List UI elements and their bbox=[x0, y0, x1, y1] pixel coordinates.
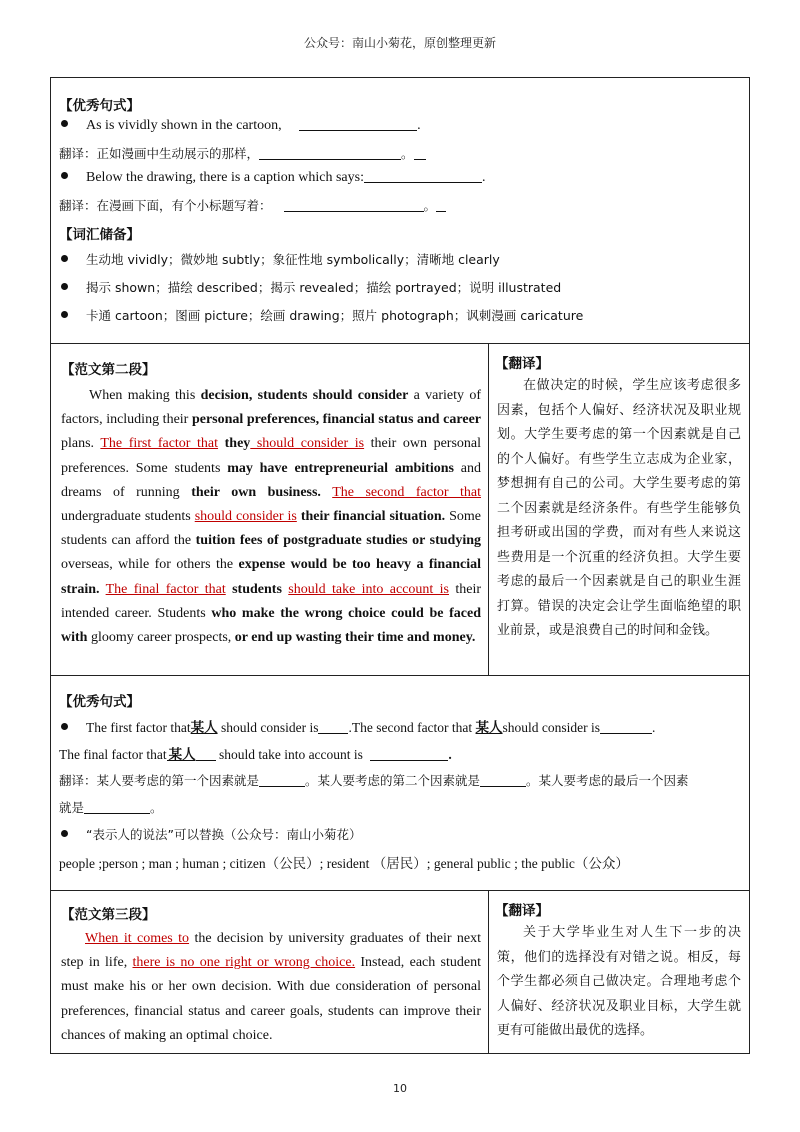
sentence-1: As is vividly shown in the cartoon, . bbox=[61, 118, 421, 134]
translation-title: 【翻译】 bbox=[495, 903, 549, 919]
highlight-phrase: The second factor that bbox=[332, 484, 482, 500]
fill-blank bbox=[318, 721, 348, 734]
fill-blank bbox=[364, 170, 482, 183]
highlight-phrase: The first factor that bbox=[100, 436, 219, 452]
pattern-line-1: The first factor that某人 should consider is .The second factor that 某人should consider is . bbox=[61, 716, 655, 736]
bullet-icon bbox=[61, 120, 68, 127]
bullet-icon bbox=[61, 311, 68, 318]
pattern-line-2: The final factor that 某人 should take into account is . bbox=[59, 747, 452, 762]
section-model-paragraph-2 bbox=[51, 344, 749, 676]
pattern-translation-line-1: 翻译：某人要考虑的第一个因素就是 。某人要考虑的第二个因素就是 。某人要考虑的最后一个因素 bbox=[59, 773, 689, 788]
english-paragraph-cell bbox=[51, 891, 489, 1053]
english-paragraph-cell bbox=[51, 344, 489, 675]
vocab-row-2: 揭示 shown；描绘 described；揭示 revealed；描绘 portrayed；说明 illustrated bbox=[61, 278, 561, 296]
translation-paragraph: 关于大学毕业生对人生下一步的决策，他们的选择没有对错之说。相反，每个学生都必须自己做决定。合理地考虑个人偏好、经济状况及职业目标，大学生就更有可能做出最优的选择。 bbox=[497, 925, 741, 1038]
highlight-phrase: should consider is bbox=[194, 509, 297, 525]
sentence-1-translation: 翻译：正如漫画中生动展示的那样， 。 bbox=[59, 144, 426, 162]
bullet-icon bbox=[61, 723, 68, 730]
translation-paragraph: 在做决定的时候，学生应该考虑很多因素，包括个人偏好、经济状况及职业规划。大学生要考虑的第一个因素就是自己的个人偏好。有些学生立志成为企业家，梦想拥有自己的公司。大学生要考虑的第二个因素就是经济条件。有些学生能够负担考研或出国的学费，而对有些人来说这些费用是一个沉重的经济负担。大学生要考虑的最后一个因素就是自己的职业生涯打算。错误的决定会让学生面临绝望的职业前景，或是浪费自己的时间和金钱。 bbox=[497, 378, 741, 638]
fill-blank bbox=[259, 147, 401, 160]
bullet-icon bbox=[61, 830, 68, 837]
section-title: 【范文第二段】 bbox=[61, 362, 156, 378]
section-model-paragraph-3 bbox=[51, 891, 749, 1053]
section-title: 【优秀句式】 bbox=[59, 98, 140, 114]
highlight-phrase: should consider is bbox=[250, 436, 365, 452]
content-table bbox=[50, 77, 750, 1054]
bullet-icon bbox=[61, 283, 68, 290]
fill-blank bbox=[600, 721, 652, 734]
section-title: 【优秀句式】 bbox=[59, 694, 140, 710]
english-paragraph: When making this decision, students should consider a variety of factors, including their personal preferences, financial status and career plans. The first factor that they should consider is their own personal preferences. Some students may have entrepreneurial ambitions and dreams of running their own business. The second factor that undergraduate students should consider is their financial situation. Some students can afford the tuition fees of postgraduate studies or studying overseas, while for others the expense would be too heavy a financial strain. The final factor that students should take into account is their intended career. Students who make the wrong choice could be faced with gloomy career prospects, or end up wasting their time and money. bbox=[61, 388, 482, 646]
translation-title: 【翻译】 bbox=[495, 356, 549, 372]
fill-blank bbox=[284, 199, 424, 212]
section-title: 【范文第三段】 bbox=[61, 907, 156, 923]
translation-cell bbox=[489, 344, 749, 675]
pattern-translation-line-2: 就是 。 bbox=[59, 800, 163, 815]
page-header: 公众号：南山小菊花，原创整理更新 bbox=[303, 36, 496, 50]
alternatives-title: “表示人的说法”可以替换（公众号：南山小菊花） bbox=[61, 825, 361, 843]
sentence-2: Below the drawing, there is a caption which says: . bbox=[61, 170, 485, 186]
alternatives-list: people ;person ; man ; human ; citizen（公民）; resident （居民）; general public ; the public（公众） bbox=[59, 856, 629, 871]
section-sentence-patterns-1 bbox=[51, 78, 749, 344]
vocab-row-1: 生动地 vividly；微妙地 subtly；象征性地 symbolically；清晰地 clearly bbox=[61, 250, 500, 268]
fill-blank bbox=[299, 118, 417, 131]
bullet-icon bbox=[61, 255, 68, 262]
sentence-2-translation: 翻译：在漫画下面，有个小标题写着： 。 bbox=[59, 196, 446, 214]
page-number: 10 bbox=[393, 1082, 407, 1095]
translation-cell bbox=[489, 891, 749, 1053]
section-sentence-patterns-2 bbox=[51, 676, 749, 891]
vocab-title: 【词汇储备】 bbox=[59, 227, 140, 243]
highlight-phrase: should take into account is bbox=[288, 581, 449, 597]
english-paragraph: When it comes to the decision by university graduates of their next step in life, there is no one right or wrong choice. Instead, each student must make his or her own decision. With due consideration of personal preferences, financial status and career goals, students can improve their chances of making an optimal choice. bbox=[61, 931, 481, 1043]
highlight-phrase: there is no one right or wrong choice. bbox=[132, 955, 356, 971]
highlight-phrase: The final factor that bbox=[105, 581, 226, 597]
bullet-icon bbox=[61, 172, 68, 179]
fill-blank bbox=[370, 748, 448, 761]
highlight-phrase: When it comes to bbox=[85, 931, 190, 946]
vocab-row-3: 卡通 cartoon；图画 picture；绘画 drawing；照片 photograph；讽刺漫画 caricature bbox=[61, 306, 583, 324]
